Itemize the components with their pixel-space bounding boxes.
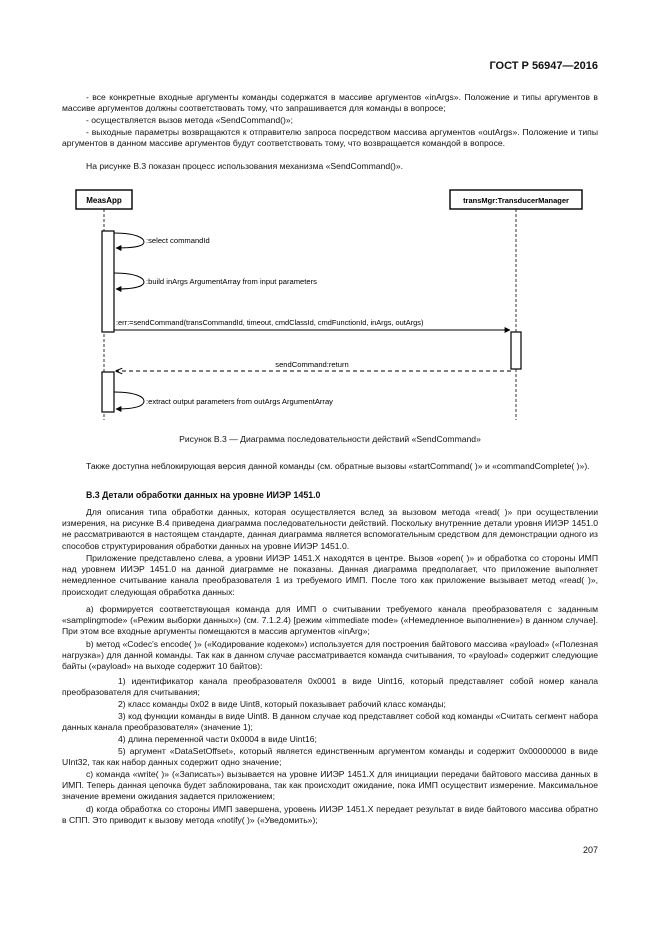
lifeline-label-measapp: MeasApp	[86, 196, 122, 205]
message-label-5: :extract output parameters from outArgs ArgumentArray	[146, 397, 333, 406]
list-item-b5: 5) аргумент «DataSetOffset», который является единственным аргументом команды и содержит 0x00000000 в виде UInt32, так как набор данных содержит одно значение;	[62, 746, 598, 768]
document-id-header: ГОСТ Р 56947—2016	[489, 60, 598, 72]
list-item-c: c) команда «write( )» («Записать») вызывается на уровне ИИЭР 1451.Х для инициации передачи байтового массива данных в ИМП. Теперь данная цепочка будет заблокирована, так как происходит ожидание, пока ИМП осуществит измерение. Максимальное значение времени ожидания задается приложением;	[62, 769, 598, 802]
intro-paragraph-4: На рисунке В.3 показан процесс использования механизма «SendCommand()».	[86, 161, 404, 171]
list-item-b4: 4) длина переменной части 0x0004 в виде Uint16;	[118, 734, 317, 744]
activation-bar-transmgr	[511, 332, 521, 369]
intro-paragraph-1: - все конкретные входные аргументы команды содержатся в массиве аргументов «inArgs». Положение и типы аргументов в массиве аргументов должны соответствовать тому, что запрашивается для команды в вопросе;	[62, 92, 598, 114]
lifeline-label-transmgr: transMgr:TransducerManager	[463, 196, 569, 205]
message-label-4: sendCommand:return	[275, 360, 349, 369]
activation-bar-measapp-1	[102, 231, 114, 332]
section-heading: В.3 Детали обработки данных на уровне ИИЭР 1451.0	[86, 490, 321, 500]
list-item-b: b) метод «Codec's encode( )» («Кодирование кодеком») используется для построения байтового массива «payload» («Полезная нагрузка») для данной команды. Так как в данном случае рассматривается команда считывания, то «payload» содержит следующие байты («payload» на выходе содержит 10 байтов):	[62, 639, 598, 672]
paragraph-application: Приложение представлено слева, а уровни ИИЭР 1451.Х находятся в центре. Вызов «open( )» и обработка со стороны ИМП над уровнем ИИЭР 1451.0 на данной диаграмме не показаны. Данная диаграмма предполагает, что приложение выполняет немедленное считывание канала преобразователя 1 из требуемого ИМП. После того как приложение вызывает метод «read( )», происходит следующая обработка данных:	[62, 553, 598, 597]
self-message-arrow-2	[114, 273, 144, 289]
list-item-d: d) когда обработка со стороны ИМП завершена, уровень ИИЭР 1451.Х передает результат в виде байтового массива обратно в СПП. Это приводит к вызову метода «notify( )» («Уведомить»);	[62, 804, 598, 826]
activation-bar-measapp-2	[102, 372, 114, 412]
self-message-arrow-1	[114, 233, 144, 248]
list-item-b1: 1) идентификатор канала преобразователя 0x0001 в виде Uint16, который представляет собой номер канала преобразователя для считывания;	[62, 676, 598, 698]
paragraph-nonblocking: Также доступна неблокирующая версия данной команды (см. обратные вызовы «startCommand( )» и «commandComplete( )»).	[86, 461, 590, 471]
figure-caption: Рисунок В.3 — Диаграмма последовательности действий «SendCommand»	[179, 434, 481, 444]
intro-paragraph-2: - осуществляется вызов метода «SendCommand()»;	[86, 115, 294, 125]
self-message-arrow-3	[114, 392, 144, 409]
paragraph-processing: Для описания типа обработки данных, которая осуществляется вслед за вызовом метода «read( )» при осуществлении измерения, на рисунке В.4 приведена диаграмма последовательности действий. Поскольку внутренние детали уровня ИИЭР 1451.0 не рассматриваются в настоящем стандарте, данная диаграмма является вспомогательным средством для демонстрации одного из способов структурирования обработки данных на уровне ИИЭР 1451.0.	[62, 507, 598, 551]
intro-paragraph-3: - выходные параметры возвращаются к отправителю запроса посредством массива аргументов «outArgs». Положение и типы аргументов в данном массиве аргументов будут соответствовать тому, что возвращается командой в вопросе.	[62, 127, 598, 149]
message-label-3: :err:=sendCommand(transCommandId, timeout, cmdClassId, cmdFunctionId, inArgs, outArgs)	[116, 318, 424, 327]
page-number: 207	[582, 845, 598, 855]
list-item-a: а) формируется соответствующая команда для ИМП о считывании требуемого канала преобразователя с заданным «samplingmode» («Режим выборки данных») (см. 7.1.2.4) [режим «immediate mode» («Немедленное выполнение») в данном случае]. При этом все входные аргументы помещаются в массив аргументов «inArg»;	[62, 604, 598, 637]
message-label-2: :build inArgs ArgumentArray from input parameters	[146, 277, 317, 286]
list-item-b2: 2) класс команды 0x02 в виде Uint8, который показывает рабочий класс команды;	[118, 699, 446, 709]
message-label-1: :select commandId	[146, 236, 210, 245]
list-item-b3: 3) код функции команды в виде Uint8. В данном случае код представляет собой код команды «Считать сегмент набора данных канала преобразователя» (значение 1);	[62, 711, 598, 733]
